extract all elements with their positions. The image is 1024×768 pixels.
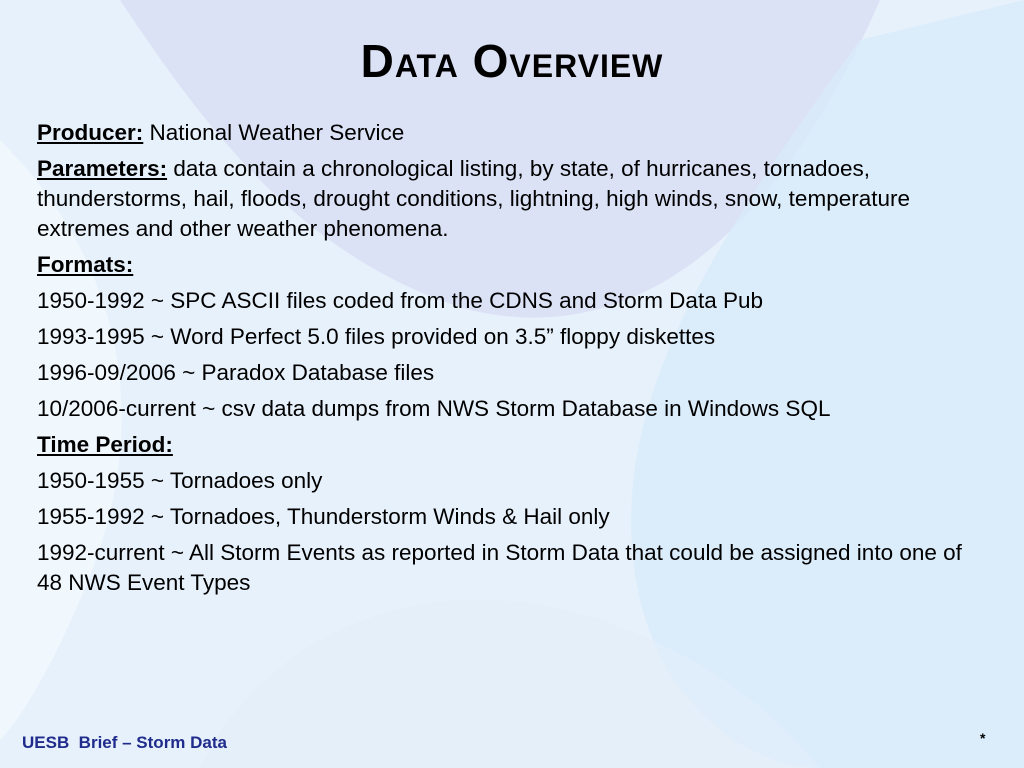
parameters-value: data contain a chronological listing, by state, of hurricanes, tornadoes, thunderstorms, hail, floods, drought conditions, lightning, high winds, snow, temperature extremes and other weather phenomena. (37, 156, 910, 241)
slide-number: * (980, 730, 986, 746)
format-item: 10/2006-current ~ csv data dumps from NWS Storm Database in Windows SQL (37, 396, 831, 421)
format-item: 1993-1995 ~ Word Perfect 5.0 files provided on 3.5” floppy diskettes (37, 324, 716, 349)
parameters-line (37, 154, 977, 244)
time-period-label: Time Period: (37, 432, 173, 457)
page-title: Data Overview (360, 35, 664, 87)
time-period-heading (37, 430, 977, 460)
time-period-item: 1992-current ~ All Storm Events as reported in Storm Data that could be assigned into one of 48 NWS Event Types (37, 540, 962, 595)
producer-line (37, 118, 977, 148)
producer-value: National Weather Service (149, 120, 405, 145)
formats-label: Formats: (37, 252, 134, 277)
format-item: 1950-1992 ~ SPC ASCII files coded from the CDNS and Storm Data Pub (37, 288, 763, 313)
time-period-item: 1955-1992 ~ Tornadoes, Thunderstorm Winds & Hail only (37, 504, 610, 529)
formats-heading (37, 250, 977, 280)
producer-label: Producer: (37, 120, 144, 145)
format-item: 1996-09/2006 ~ Paradox Database files (37, 360, 435, 385)
slide-body (37, 118, 977, 604)
time-period-item: 1950-1955 ~ Tornadoes only (37, 468, 323, 493)
footer-title: UESB Brief – Storm Data (22, 733, 227, 752)
parameters-label: Parameters: (37, 156, 168, 181)
